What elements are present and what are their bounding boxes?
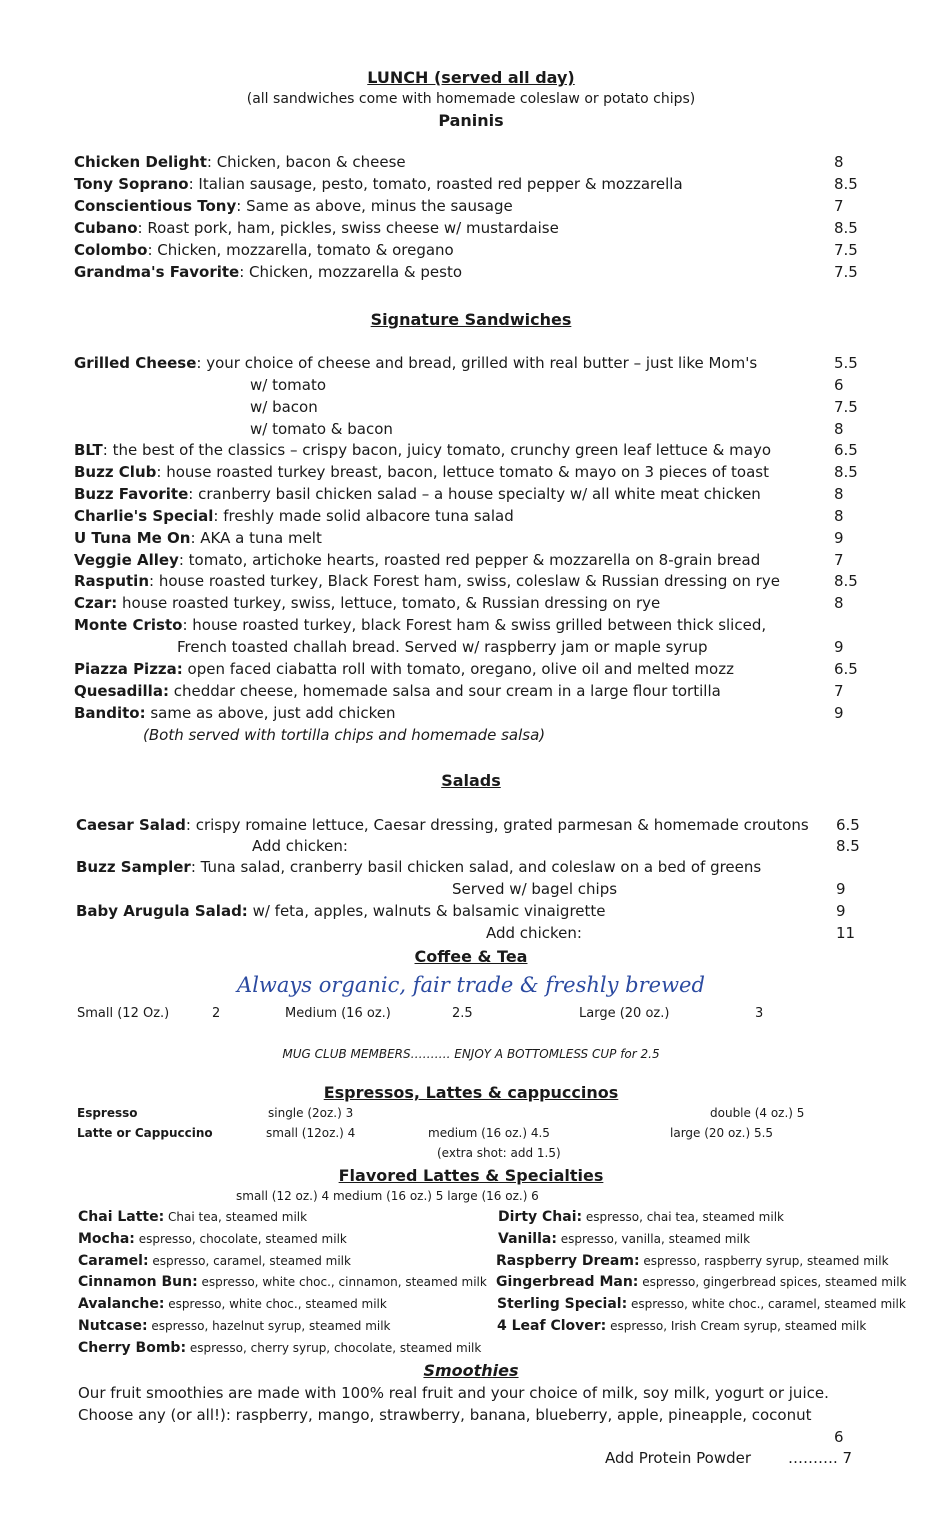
smoothies-title: Smoothies — [423, 1361, 519, 1380]
menu-option: w/ tomato — [250, 376, 327, 394]
espresso-double: double (4 oz.) 5 — [710, 1106, 805, 1120]
menu-item-price: 9 — [836, 902, 846, 920]
coffee-price-medium: 2.5 — [452, 1006, 473, 1021]
protein-powder-price: ………. 7 — [788, 1449, 853, 1467]
smoothies-desc-2: Choose any (or all!): raspberry, mango, strawberry, banana, blueberry, apple, pineapple, coconut — [78, 1406, 812, 1424]
menu-item-price: 7.5 — [834, 263, 858, 281]
menu-item: Monte Cristo: house roasted turkey, black Forest ham & swiss grilled between thick sliced, — [74, 616, 767, 634]
menu-item: Cubano: Roast pork, ham, pickles, swiss cheese w/ mustardaise — [74, 219, 559, 237]
menu-item: Czar: house roasted turkey, swiss, lettuce, tomato, & Russian dressing on rye — [74, 594, 661, 612]
menu-item-price: 6.5 — [834, 660, 858, 678]
menu-item-price: 7 — [834, 197, 844, 215]
menu-item-price: 7.5 — [834, 398, 858, 416]
espresso-single: single (2oz.) 3 — [268, 1106, 354, 1120]
menu-note: (Both served with tortilla chips and homemade salsa) — [143, 726, 546, 744]
menu-item: Caesar Salad: crispy romaine lettuce, Caesar dressing, grated parmesan & homemade croutons — [76, 816, 809, 834]
flavored-sizes: small (12 oz.) 4 medium (16 oz.) 5 large (16 oz.) 6 — [236, 1189, 539, 1203]
menu-item-price: 11 — [836, 924, 856, 942]
lunch-title: LUNCH (served all day) — [367, 68, 575, 87]
espresso-title: Espressos, Lattes & cappuccinos — [323, 1083, 619, 1102]
coffee-title: Coffee & Tea — [414, 947, 528, 966]
menu-item: Buzz Club: house roasted turkey breast, bacon, lettuce tomato & mayo on 3 pieces of toast — [74, 463, 769, 481]
menu-option: Served w/ bagel chips — [452, 880, 618, 898]
menu-item-price: 7.5 — [834, 241, 858, 259]
flavored-item: Cinnamon Bun: espresso, white choc., cinnamon, steamed milk — [78, 1274, 487, 1290]
menu-item-price: 8.5 — [834, 175, 858, 193]
extra-shot-note: (extra shot: add 1.5) — [437, 1146, 561, 1160]
flavored-item: Sterling Special: espresso, white choc., caramel, steamed milk — [497, 1296, 906, 1312]
menu-item: Buzz Sampler: Tuna salad, cranberry basil chicken salad, and coleslaw on a bed of greens — [76, 858, 762, 876]
latte-medium: medium (16 oz.) 4.5 — [428, 1126, 550, 1140]
smoothies-desc-1: Our fruit smoothies are made with 100% real fruit and your choice of milk, soy milk, yogurt or juice. — [78, 1384, 829, 1402]
menu-item-price: 9 — [834, 529, 844, 547]
menu-item: Charlie's Special: freshly made solid albacore tuna salad — [74, 507, 514, 525]
signature-title: Signature Sandwiches — [370, 310, 572, 329]
coffee-price-small: 2 — [212, 1006, 221, 1021]
menu-item-price: 6.5 — [836, 816, 860, 834]
menu-item-price: 7 — [834, 682, 844, 700]
menu-item: Grilled Cheese: your choice of cheese and bread, grilled with real butter – just like Mom's — [74, 354, 758, 372]
coffee-size-large: Large (20 oz.) — [579, 1006, 670, 1021]
menu-item-price: 8.5 — [834, 219, 858, 237]
protein-powder-label: Add Protein Powder — [605, 1449, 752, 1467]
coffee-size-small: Small (12 Oz.) — [77, 1006, 170, 1021]
flavored-item: 4 Leaf Clover: espresso, Irish Cream syrup, steamed milk — [497, 1318, 867, 1334]
menu-item-price: 8.5 — [836, 837, 860, 855]
menu-item-price: 9 — [834, 638, 844, 656]
menu-option: w/ bacon — [250, 398, 318, 416]
flavored-item: Avalanche: espresso, white choc., steamed milk — [78, 1296, 387, 1312]
flavored-item: Mocha: espresso, chocolate, steamed milk — [78, 1231, 347, 1247]
coffee-price-large: 3 — [755, 1006, 764, 1021]
menu-item: Quesadilla: cheddar cheese, homemade salsa and sour cream in a large flour tortilla — [74, 682, 721, 700]
flavored-item: Chai Latte: Chai tea, steamed milk — [78, 1209, 308, 1225]
menu-item: Baby Arugula Salad: w/ feta, apples, walnuts & balsamic vinaigrette — [76, 902, 606, 920]
menu-item-price: 6 — [834, 376, 844, 394]
latte-large: large (20 oz.) 5.5 — [670, 1126, 774, 1140]
menu-item-price: 5.5 — [834, 354, 858, 372]
paninis-title: Paninis — [438, 111, 504, 130]
menu-item: Bandito: same as above, just add chicken — [74, 704, 396, 722]
flavored-item: Cherry Bomb: espresso, cherry syrup, chocolate, steamed milk — [78, 1340, 482, 1356]
latte-small: small (12oz.) 4 — [266, 1126, 356, 1140]
menu-item-price: 8 — [834, 594, 844, 612]
menu-option: Add chicken: — [252, 837, 348, 855]
menu-item-desc-cont: French toasted challah bread. Served w/ raspberry jam or maple syrup — [177, 638, 708, 656]
menu-item: Conscientious Tony: Same as above, minus the sausage — [74, 197, 513, 215]
menu-item-price: 8 — [834, 485, 844, 503]
menu-item-price: 6.5 — [834, 441, 858, 459]
menu-option: w/ tomato & bacon — [250, 420, 393, 438]
menu-item-price: 8 — [834, 507, 844, 525]
menu-item: Grandma's Favorite: Chicken, mozzarella & pesto — [74, 263, 463, 281]
menu-item: Piazza Pizza: open faced ciabatta roll with tomato, oregano, olive oil and melted mozz — [74, 660, 734, 678]
lunch-subtitle: (all sandwiches come with homemade coleslaw or potato chips) — [246, 91, 696, 107]
menu-item: Chicken Delight: Chicken, bacon & cheese — [74, 153, 406, 171]
menu-item-price: 9 — [836, 880, 846, 898]
flavored-item: Gingerbread Man: espresso, gingerbread spices, steamed milk — [496, 1274, 907, 1290]
flavored-item: Raspberry Dream: espresso, raspberry syrup, steamed milk — [496, 1253, 889, 1269]
flavored-item: Vanilla: espresso, vanilla, steamed milk — [498, 1231, 751, 1247]
menu-item: Rasputin: house roasted turkey, Black Forest ham, swiss, coleslaw & Russian dressing on rye — [74, 572, 780, 590]
flavored-item: Caramel: espresso, caramel, steamed milk — [78, 1253, 351, 1269]
flavored-item: Dirty Chai: espresso, chai tea, steamed milk — [498, 1209, 784, 1225]
mug-club-note: MUG CLUB MEMBERS………. ENJOY A BOTTOMLESS CUP for 2.5 — [282, 1047, 660, 1061]
menu-item: Veggie Alley: tomato, artichoke hearts, roasted red pepper & mozzarella on 8-grain bread — [74, 551, 761, 569]
menu-item: Tony Soprano: Italian sausage, pesto, tomato, roasted red pepper & mozzarella — [74, 175, 683, 193]
menu-item: U Tuna Me On: AKA a tuna melt — [74, 529, 322, 547]
menu-item-price: 9 — [834, 704, 844, 722]
menu-item-price: 8.5 — [834, 572, 858, 590]
menu-item: Colombo: Chicken, mozzarella, tomato & oregano — [74, 241, 454, 259]
espresso-label: Espresso — [77, 1106, 138, 1120]
menu-item: BLT: the best of the classics – crispy bacon, juicy tomato, crunchy green leaf lettuce & mayo — [74, 441, 772, 459]
menu-item-price: 8 — [834, 420, 844, 438]
flavored-item: Nutcase: espresso, hazelnut syrup, steamed milk — [78, 1318, 391, 1334]
menu-item: Buzz Favorite: cranberry basil chicken salad – a house specialty w/ all white meat chicken — [74, 485, 761, 503]
menu-option: Add chicken: — [486, 924, 582, 942]
coffee-size-medium: Medium (16 oz.) — [285, 1006, 391, 1021]
menu-item-price: 8.5 — [834, 463, 858, 481]
salads-title: Salads — [441, 771, 501, 790]
coffee-tagline: Always organic, fair trade & freshly brewed — [237, 973, 705, 997]
flavored-title: Flavored Lattes & Specialties — [338, 1166, 604, 1185]
menu-item-price: 8 — [834, 153, 844, 171]
smoothies-price: 6 — [834, 1428, 844, 1446]
menu-item-price: 7 — [834, 551, 844, 569]
latte-label: Latte or Cappuccino — [77, 1126, 213, 1140]
